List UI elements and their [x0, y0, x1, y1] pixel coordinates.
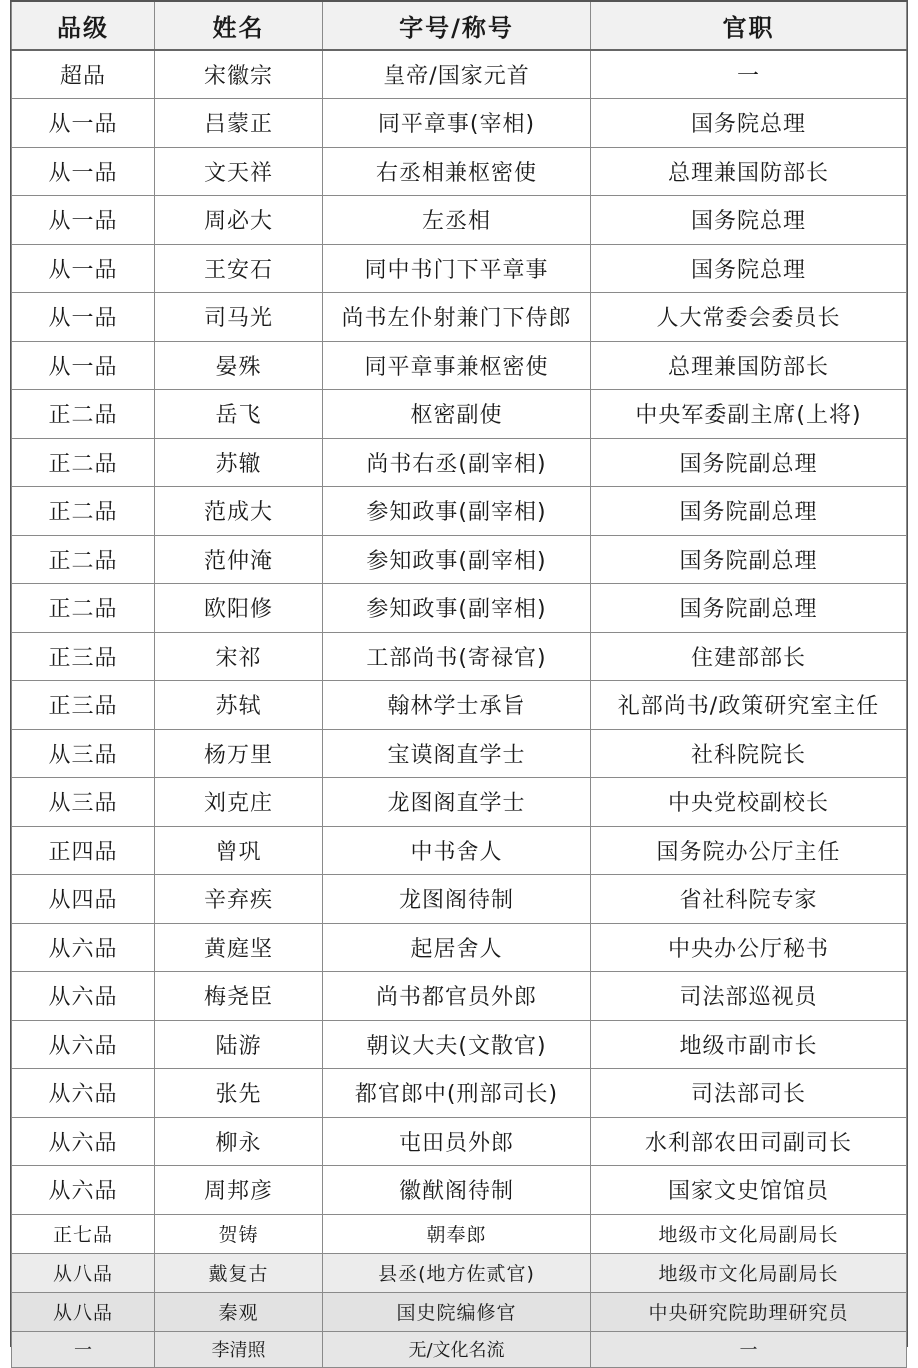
cell-position: 国务院副总理 [591, 487, 907, 536]
cell-rank: 正二品 [12, 584, 155, 633]
table-row [12, 1020, 907, 1069]
cell-title: 尚书右丞(副宰相) [323, 438, 591, 487]
table-row [12, 1069, 907, 1118]
cell-rank: 正三品 [12, 681, 155, 730]
cell-rank: 正二品 [12, 535, 155, 584]
table-row [12, 681, 907, 730]
cell-rank: 从一品 [12, 341, 155, 390]
cell-rank: 正七品 [12, 1214, 155, 1253]
table-row [12, 778, 907, 827]
cell-name: 晏殊 [155, 341, 323, 390]
cell-name: 周邦彦 [155, 1166, 323, 1215]
cell-position: 中央研究院助理研究员 [591, 1292, 907, 1331]
table-row [12, 729, 907, 778]
cell-position: 国务院总理 [591, 196, 907, 245]
cell-position: 省社科院专家 [591, 875, 907, 924]
cell-position: 司法部司长 [591, 1069, 907, 1118]
cell-name: 陆游 [155, 1020, 323, 1069]
table-row [12, 99, 907, 148]
cell-name: 杨万里 [155, 729, 323, 778]
cell-title: 同中书门下平章事 [323, 244, 591, 293]
table-row [12, 1214, 907, 1253]
header-title: 字号/称号 [323, 1, 591, 50]
cell-rank: 从一品 [12, 244, 155, 293]
cell-position: 地级市副市长 [591, 1020, 907, 1069]
cell-rank: 正三品 [12, 632, 155, 681]
cell-title: 国史院编修官 [323, 1292, 591, 1331]
cell-title: 宝谟阁直学士 [323, 729, 591, 778]
cell-position: 国家文史馆馆员 [591, 1166, 907, 1215]
cell-position: 总理兼国防部长 [591, 341, 907, 390]
cell-name: 李清照 [155, 1331, 323, 1367]
cell-rank: 正二品 [12, 390, 155, 439]
table-row [12, 487, 907, 536]
table-row [12, 1166, 907, 1215]
cell-rank: 从六品 [12, 1020, 155, 1069]
cell-position: 礼部尚书/政策研究室主任 [591, 681, 907, 730]
table-row [12, 972, 907, 1021]
cell-rank: 正二品 [12, 487, 155, 536]
table-row [12, 50, 907, 99]
header-position: 官职 [591, 1, 907, 50]
cell-position: 国务院总理 [591, 244, 907, 293]
cell-name: 范仲淹 [155, 535, 323, 584]
cell-title: 参知政事(副宰相) [323, 584, 591, 633]
cell-title: 尚书都官员外郎 [323, 972, 591, 1021]
cell-position: 地级市文化局副局长 [591, 1214, 907, 1253]
cell-title: 中书舍人 [323, 826, 591, 875]
cell-position: 一 [591, 50, 907, 99]
table-row [12, 535, 907, 584]
cell-position: 总理兼国防部长 [591, 147, 907, 196]
cell-name: 范成大 [155, 487, 323, 536]
cell-rank: 从一品 [12, 293, 155, 342]
header-rank: 品级 [12, 1, 155, 50]
table-row [12, 1331, 907, 1367]
cell-rank: 从一品 [12, 196, 155, 245]
cell-position: 国务院副总理 [591, 535, 907, 584]
cell-rank: 从六品 [12, 1166, 155, 1215]
cell-title: 龙图阁直学士 [323, 778, 591, 827]
cell-name: 欧阳修 [155, 584, 323, 633]
cell-name: 黄庭坚 [155, 923, 323, 972]
cell-position: 中央军委副主席(上将) [591, 390, 907, 439]
cell-rank: 一 [12, 1331, 155, 1367]
cell-position: 国务院办公厅主任 [591, 826, 907, 875]
cell-name: 王安石 [155, 244, 323, 293]
cell-title: 右丞相兼枢密使 [323, 147, 591, 196]
table-row [12, 1292, 907, 1331]
cell-rank: 超品 [12, 50, 155, 99]
cell-position: 司法部巡视员 [591, 972, 907, 1021]
table-row [12, 923, 907, 972]
table-body [12, 50, 907, 1367]
cell-position: 地级市文化局副局长 [591, 1253, 907, 1292]
cell-name: 苏辙 [155, 438, 323, 487]
cell-name: 岳飞 [155, 390, 323, 439]
cell-rank: 从六品 [12, 923, 155, 972]
cell-title: 都官郎中(刑部司长) [323, 1069, 591, 1118]
cell-position: 人大常委会委员长 [591, 293, 907, 342]
cell-position: 国务院副总理 [591, 438, 907, 487]
cell-name: 戴复古 [155, 1253, 323, 1292]
table-row [12, 875, 907, 924]
cell-rank: 从三品 [12, 778, 155, 827]
cell-title: 尚书左仆射兼门下侍郎 [323, 293, 591, 342]
cell-position: 中央办公厅秘书 [591, 923, 907, 972]
cell-rank: 从四品 [12, 875, 155, 924]
cell-name: 贺铸 [155, 1214, 323, 1253]
table-row [12, 293, 907, 342]
cell-title: 朝议大夫(文散官) [323, 1020, 591, 1069]
cell-name: 文天祥 [155, 147, 323, 196]
cell-title: 朝奉郎 [323, 1214, 591, 1253]
table-row [12, 147, 907, 196]
cell-rank: 从一品 [12, 147, 155, 196]
cell-rank: 从八品 [12, 1253, 155, 1292]
cell-name: 张先 [155, 1069, 323, 1118]
table-row [12, 1117, 907, 1166]
cell-position: 社科院院长 [591, 729, 907, 778]
cell-title: 左丞相 [323, 196, 591, 245]
table-row [12, 584, 907, 633]
cell-title: 龙图阁待制 [323, 875, 591, 924]
cell-position: 国务院副总理 [591, 584, 907, 633]
cell-title: 枢密副使 [323, 390, 591, 439]
cell-name: 曾巩 [155, 826, 323, 875]
table-row [12, 390, 907, 439]
cell-rank: 从三品 [12, 729, 155, 778]
cell-title: 工部尚书(寄禄官) [323, 632, 591, 681]
cell-name: 辛弃疾 [155, 875, 323, 924]
cell-title: 翰林学士承旨 [323, 681, 591, 730]
cell-rank: 从六品 [12, 1069, 155, 1118]
cell-name: 刘克庄 [155, 778, 323, 827]
cell-title: 县丞(地方佐贰官) [323, 1253, 591, 1292]
table-row [12, 632, 907, 681]
table-row [12, 244, 907, 293]
official-rank-table [11, 0, 907, 1368]
cell-rank: 从八品 [12, 1292, 155, 1331]
cell-title: 徽猷阁待制 [323, 1166, 591, 1215]
cell-rank: 正二品 [12, 438, 155, 487]
cell-name: 梅尧臣 [155, 972, 323, 1021]
cell-title: 皇帝/国家元首 [323, 50, 591, 99]
table-header-row [12, 1, 907, 50]
cell-name: 司马光 [155, 293, 323, 342]
table-row [12, 826, 907, 875]
cell-name: 吕蒙正 [155, 99, 323, 148]
cell-title: 同平章事兼枢密使 [323, 341, 591, 390]
cell-rank: 从一品 [12, 99, 155, 148]
cell-position: 一 [591, 1331, 907, 1367]
cell-rank: 从六品 [12, 972, 155, 1021]
cell-name: 秦观 [155, 1292, 323, 1331]
cell-title: 同平章事(宰相) [323, 99, 591, 148]
cell-rank: 正四品 [12, 826, 155, 875]
cell-position: 国务院总理 [591, 99, 907, 148]
table-row [12, 1253, 907, 1292]
cell-name: 宋徽宗 [155, 50, 323, 99]
cell-position: 中央党校副校长 [591, 778, 907, 827]
cell-name: 柳永 [155, 1117, 323, 1166]
cell-position: 水利部农田司副司长 [591, 1117, 907, 1166]
cell-name: 苏轼 [155, 681, 323, 730]
table-row [12, 341, 907, 390]
cell-name: 宋祁 [155, 632, 323, 681]
cell-title: 无/文化名流 [323, 1331, 591, 1367]
cell-position: 住建部部长 [591, 632, 907, 681]
table-row [12, 196, 907, 245]
cell-rank: 从六品 [12, 1117, 155, 1166]
cell-name: 周必大 [155, 196, 323, 245]
cell-title: 起居舍人 [323, 923, 591, 972]
cell-title: 屯田员外郎 [323, 1117, 591, 1166]
cell-title: 参知政事(副宰相) [323, 487, 591, 536]
document-page [10, 0, 908, 1361]
header-name: 姓名 [155, 1, 323, 50]
table-row [12, 438, 907, 487]
cell-title: 参知政事(副宰相) [323, 535, 591, 584]
